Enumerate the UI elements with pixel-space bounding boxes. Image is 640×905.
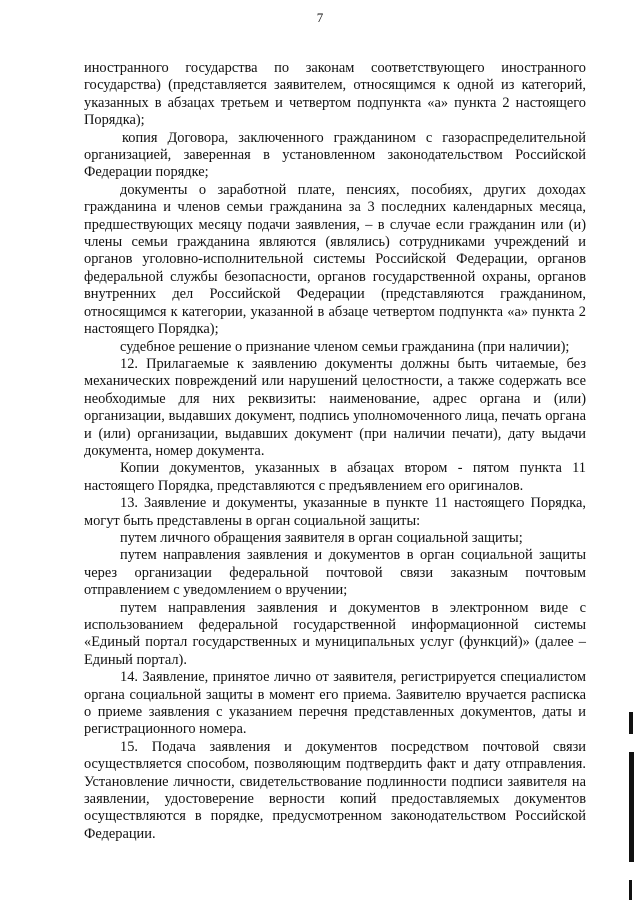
paragraph-15: 15. Подача заявления и документов посредством почтовой связи осуществляется способом, позволяющим подтвердить факт и дату отправления. Установление личности, свидетельствование подлинности подписи заявителя на заявлении, удостоверение верности копий предоставляемых документов осуществляются в порядке, предусмотренном законодательством Российской Федерации. (84, 738, 586, 842)
paragraph-contract-copy: копия Договора, заключенного гражданином с газораспределительной организацией, заверенная в установленном законодательством Российской Федерации порядке; (84, 129, 586, 181)
document-body (84, 60, 586, 843)
paragraph-14: 14. Заявление, принятое лично от заявителя, регистрируется специалистом органа социальной защиты в момент его приема. Заявителю вручается расписка о приеме заявления с указанием перечня представленных документов, даты и регистрационного номера. (84, 669, 586, 738)
paragraph-personal-visit: путем личного обращения заявителя в орган социальной защиты; (120, 529, 523, 546)
paragraph-13: 13. Заявление и документы, указанные в пункте 11 настоящего Порядка, могут быть представлены в орган социальной защиты: (84, 495, 586, 529)
paragraph-12: 12. Прилагаемые к заявлению документы должны быть читаемые, без механических повреждений или нарушений целостности, а также содержать все необходимые для них реквизиты: наименование, адрес органа и (или) организации, выдавших документ, подпись уполномоченного лица, печать органа и (или) организации, выдавших документ (при наличии печати), дату выдачи документа, номер документа. (84, 355, 586, 459)
scan-edge-mark (629, 712, 633, 734)
paragraph-court-decision: судебное решение о признание членом семьи гражданина (при наличии); (120, 338, 570, 355)
paragraph-electronic: путем направления заявления и документов в электронном виде с использованием федеральной государственной информационной системы «Единый портал государственных и муниципальных услуг (функций)» (далее – Единый портал). (84, 599, 586, 668)
paragraph-income-documents: документы о заработной плате, пенсиях, пособиях, других доходах гражданина и членов семьи гражданина за 3 последних календарных месяца, предшествующих месяцу подачи заявления, – в случае если гражданин или (и) члены семьи гражданина являются (являлись) сотрудниками учреждений и органов уголовно-исполнительной системы Российской Федерации, органов федеральной службы безопасности, органов государственной охраны, органов внутренних дел Российской Федерации (представляются гражданином, относящимся к категории, указанной в абзаце четвертом подпункта «а» пункта 2 настоящего Порядка); (84, 181, 586, 338)
scan-edge-mark (629, 752, 634, 862)
paragraph-continuation: иностранного государства по законам соответствующего иностранного государства) (представляется заявителем, относящимся к одной из категорий, указанных в абзацах третьем и четвертом подпункта «а» пункта 2 настоящего Порядка); (84, 60, 586, 129)
paragraph-postal: путем направления заявления и документов в орган социальной защиты через организации федеральной почтовой связи заказным почтовым отправлением с уведомлением о вручении; (84, 547, 586, 599)
paragraph-copies: Копии документов, указанных в абзацах втором - пятом пункта 11 настоящего Порядка, представляются с предъявлением его оригиналов. (84, 460, 586, 494)
scan-edge-mark (629, 880, 632, 900)
page-number: 7 (316, 10, 324, 25)
